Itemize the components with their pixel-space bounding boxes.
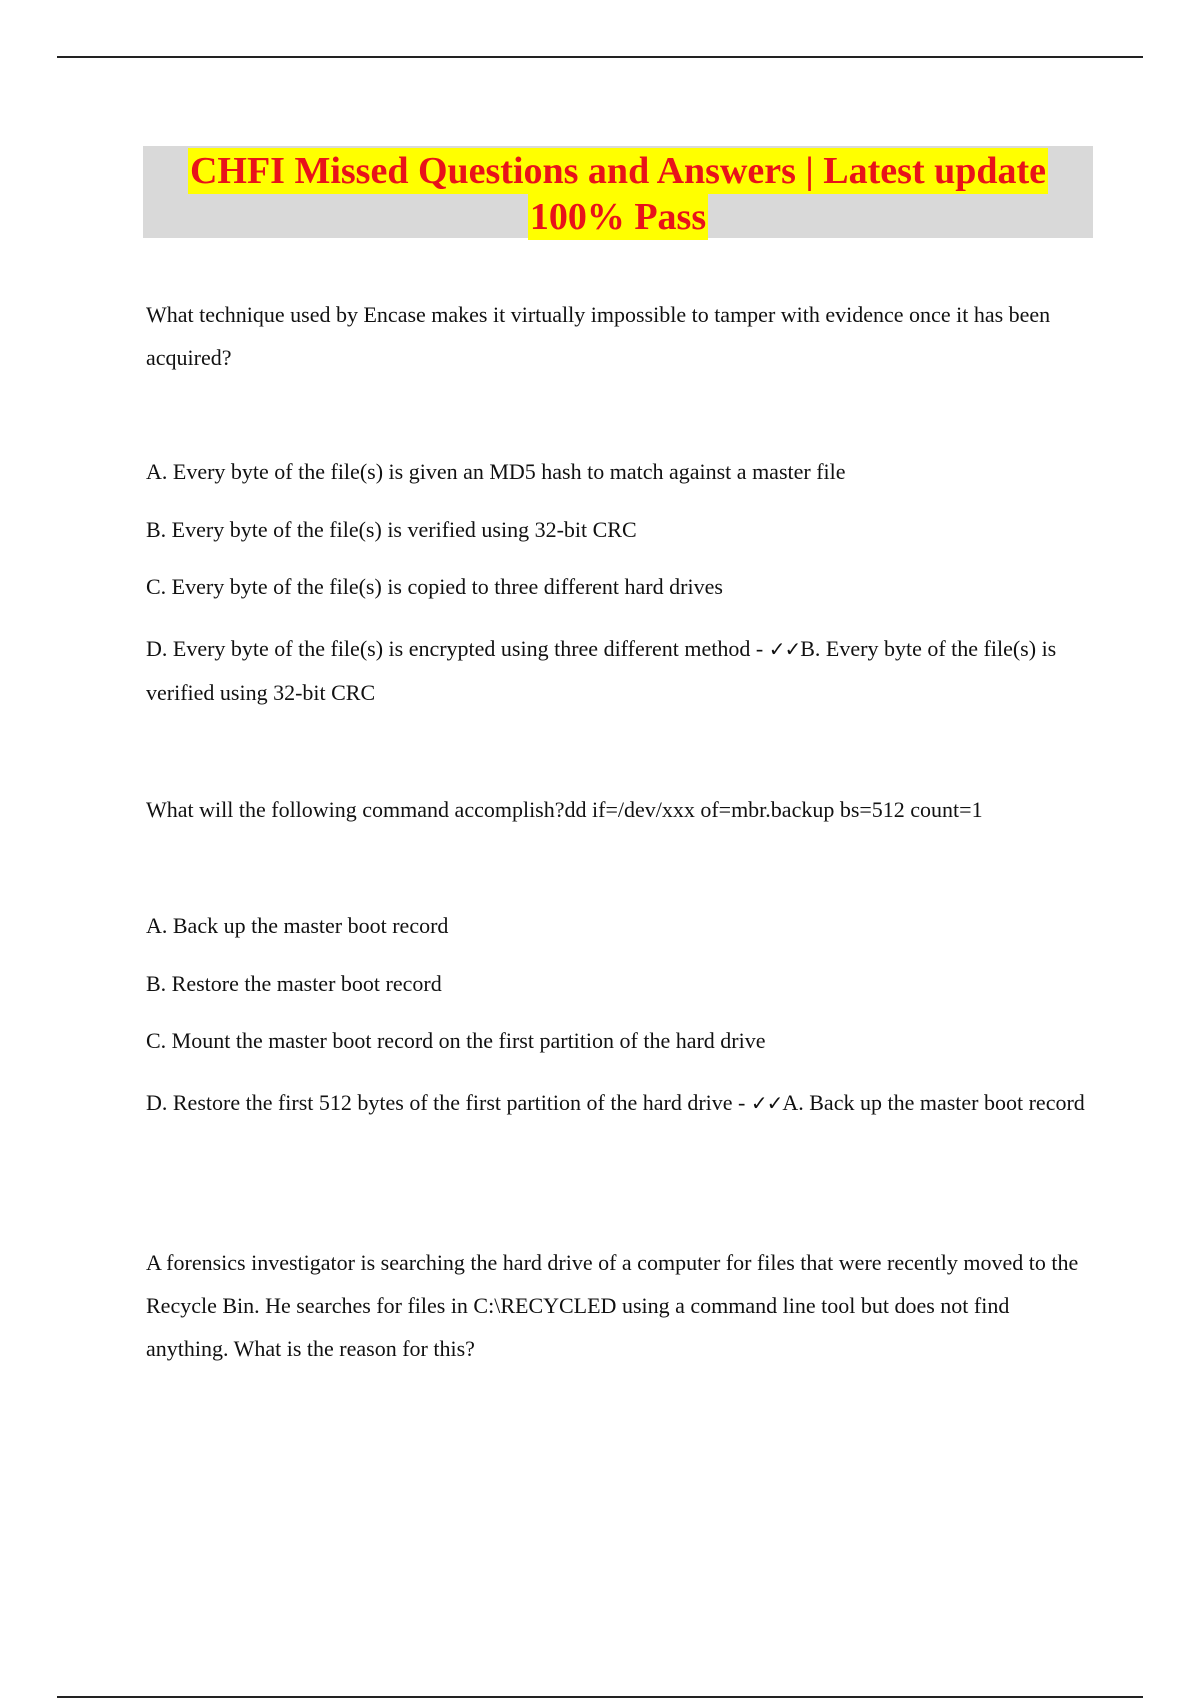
title-banner <box>143 146 1093 238</box>
question-2-option-d: D. Restore the first 512 bytes of the first partition of the hard drive - <box>146 1090 751 1115</box>
question-1-answer: B. Every byte of the file(s) is verified using 32-bit CRC <box>146 636 1057 705</box>
question-2-option-c: C. Mount the master boot record on the first partition of the hard drive <box>146 1028 766 1053</box>
question-2-option-b: B. Restore the master boot record <box>146 971 442 996</box>
header-rule <box>57 56 1143 58</box>
question-2-answer: A. Back up the master boot record <box>782 1090 1085 1115</box>
check-mark-icon: ✓✓ <box>768 637 801 661</box>
question-1-option-b: B. Every byte of the file(s) is verified using 32-bit CRC <box>146 517 637 542</box>
document-title-line-1: CHFI Missed Questions and Answers | Latest update <box>189 150 1047 192</box>
question-2-option-a: A. Back up the master boot record <box>146 913 449 938</box>
footer-rule <box>57 1696 1143 1698</box>
question-2-option-d-with-answer <box>146 1081 1096 1125</box>
question-1-option-a: A. Every byte of the file(s) is given an MD5 hash to match against a master file <box>146 459 846 484</box>
question-3-text: A forensics investigator is searching the hard drive of a computer for files that were recently moved to the Recycle Bin. He searches for files in C:\RECYCLED using a command line tool but does not find anything. What is the reason for this? <box>146 1250 1079 1361</box>
question-1-option-c: C. Every byte of the file(s) is copied to three different hard drives <box>146 574 723 599</box>
question-1-text: What technique used by Encase makes it virtually impossible to tamper with evidence once it has been acquired? <box>146 302 1051 370</box>
document-title-line-2: 100% Pass <box>529 196 707 238</box>
check-mark-icon: ✓✓ <box>750 1091 783 1115</box>
question-2-text: What will the following command accomplish?dd if=/dev/xxx of=mbr.backup bs=512 count=1 <box>146 797 983 822</box>
question-1-option-d-with-answer <box>146 627 1096 714</box>
question-1-option-d: D. Every byte of the file(s) is encrypted using three different method - <box>146 636 769 661</box>
